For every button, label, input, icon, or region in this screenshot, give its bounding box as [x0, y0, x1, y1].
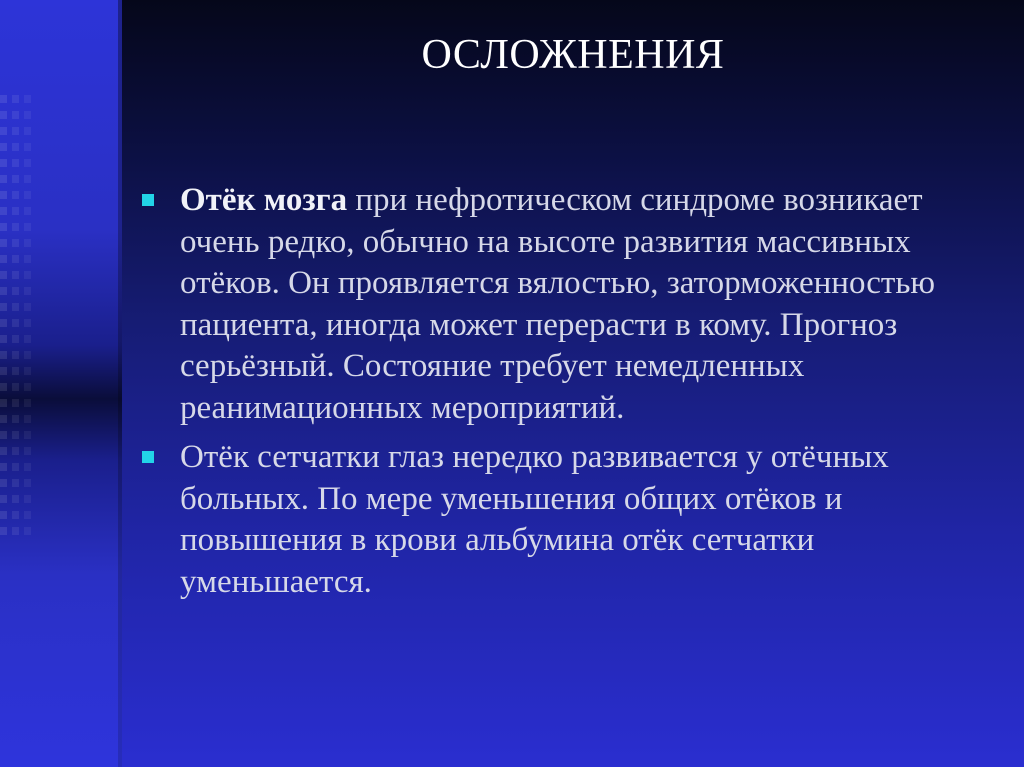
bullet-bold-lead: Отёк мозга	[180, 182, 348, 218]
bullet-text: Отёк сетчатки глаз нередко развивается у отёчных больных. По мере уменьшения общих отёков и повышения в крови альбумина отёк сетчатки уменьшается.	[180, 439, 889, 600]
band-edge-shadow	[118, 0, 122, 767]
square-bullet-icon	[142, 194, 154, 206]
bullet-text: при нефротическом синдроме возникает очень редко, обычно на высоте развития массивных отёков. Он проявляется вялостью, заторможенностью пациента, иногда может перерасти в кому. Прогноз серьёзный. Состояние требует немедленных реанимационных мероприятий.	[180, 182, 936, 426]
square-bullet-icon	[142, 451, 154, 463]
decorative-squares	[0, 95, 50, 535]
slide-content	[140, 180, 1000, 611]
bullet-item-brain-edema	[140, 180, 1000, 429]
bullet-item-retinal-edema	[140, 437, 1000, 603]
slide-title: ОСЛОЖНЕНИЯ	[421, 32, 725, 78]
